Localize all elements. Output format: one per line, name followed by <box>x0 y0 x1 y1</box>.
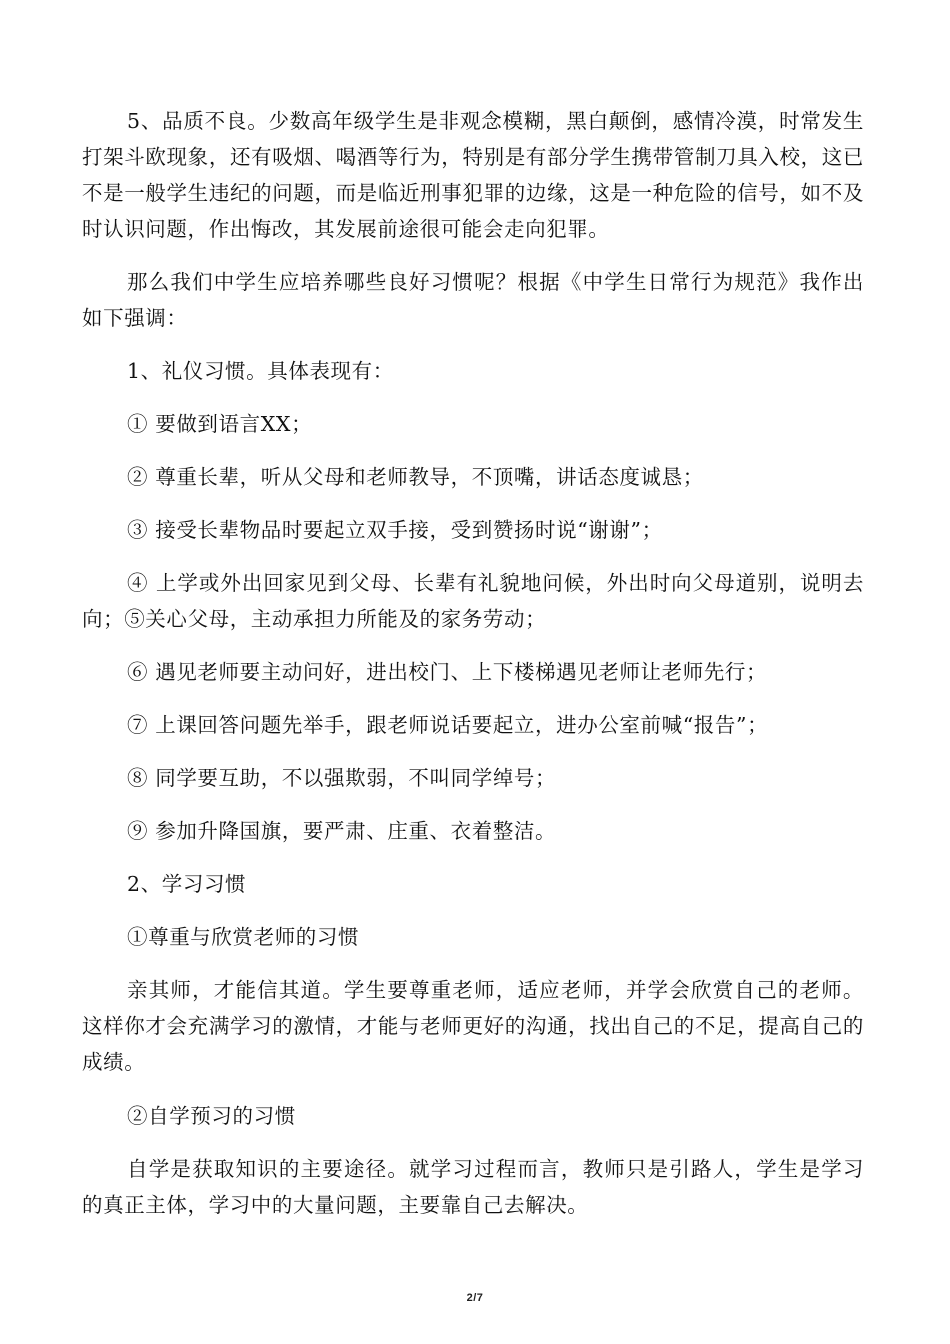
paragraph-respect-teachers: 亲其师，才能信其道。学生要尊重老师，适应老师，并学会欣赏自己的老师。这样你才会充满学习的激情，才能与老师更好的沟通，找出自己的不足，提高自己的成绩。 <box>82 978 864 1074</box>
list-item-1: ① 要做到语言XX； <box>127 412 313 436</box>
paragraph-quality-issue: 5、品质不良。少数高年级学生是非观念模糊，黑白颠倒，感情冷漠，时常发生打架斗欧现象，还有吸烟、喝酒等行为，特别是有部分学生携带管制刀具入校，这已不是一般学生违纪的问题，而是临近刑事犯罪的边缘，这是一种危险的信号，如不及时认识问题，作出悔改，其发展前途很可能会走向犯罪。 <box>82 109 864 241</box>
subheading-self-study: ②自学预习的习惯 <box>127 1104 296 1128</box>
list-item-3: ③ 接受长辈物品时要起立双手接，受到赞扬时说“谢谢”； <box>127 518 663 542</box>
heading-etiquette-habits: 1、礼仪习惯。具体表现有： <box>127 359 394 383</box>
subheading-respect-teachers: ①尊重与欣赏老师的习惯 <box>127 925 360 949</box>
page-number: 2/7 <box>466 1292 484 1304</box>
paragraph-habits-intro: 那么我们中学生应培养哪些良好习惯呢？根据《中学生日常行为规范》我作出如下强调： <box>82 270 864 330</box>
list-item-4-5: ④ 上学或外出回家见到父母、长辈有礼貌地问候，外出时向父母道别，说明去向；⑤关心父母，主动承担力所能及的家务劳动； <box>82 571 864 631</box>
list-item-2: ② 尊重长辈，听从父母和老师教导，不顶嘴，讲话态度诚恳； <box>127 465 704 489</box>
list-item-6: ⑥ 遇见老师要主动问好，进出校门、上下楼梯遇见老师让老师先行； <box>127 660 768 684</box>
heading-study-habits: 2、学习习惯 <box>127 872 247 896</box>
paragraph-self-study: 自学是获取知识的主要途径。就学习过程而言，教师只是引路人，学生是学习的真正主体，学习中的大量问题，主要靠自己去解决。 <box>82 1157 864 1217</box>
list-item-7: ⑦ 上课回答问题先举手，跟老师说话要起立，进办公室前喊“报告”； <box>127 713 769 737</box>
list-item-8: ⑧ 同学要互助，不以强欺弱，不叫同学绰号； <box>127 766 557 790</box>
list-item-9: ⑨ 参加升降国旗，要严肃、庄重、衣着整洁。 <box>127 819 557 843</box>
document-body <box>82 103 864 1223</box>
